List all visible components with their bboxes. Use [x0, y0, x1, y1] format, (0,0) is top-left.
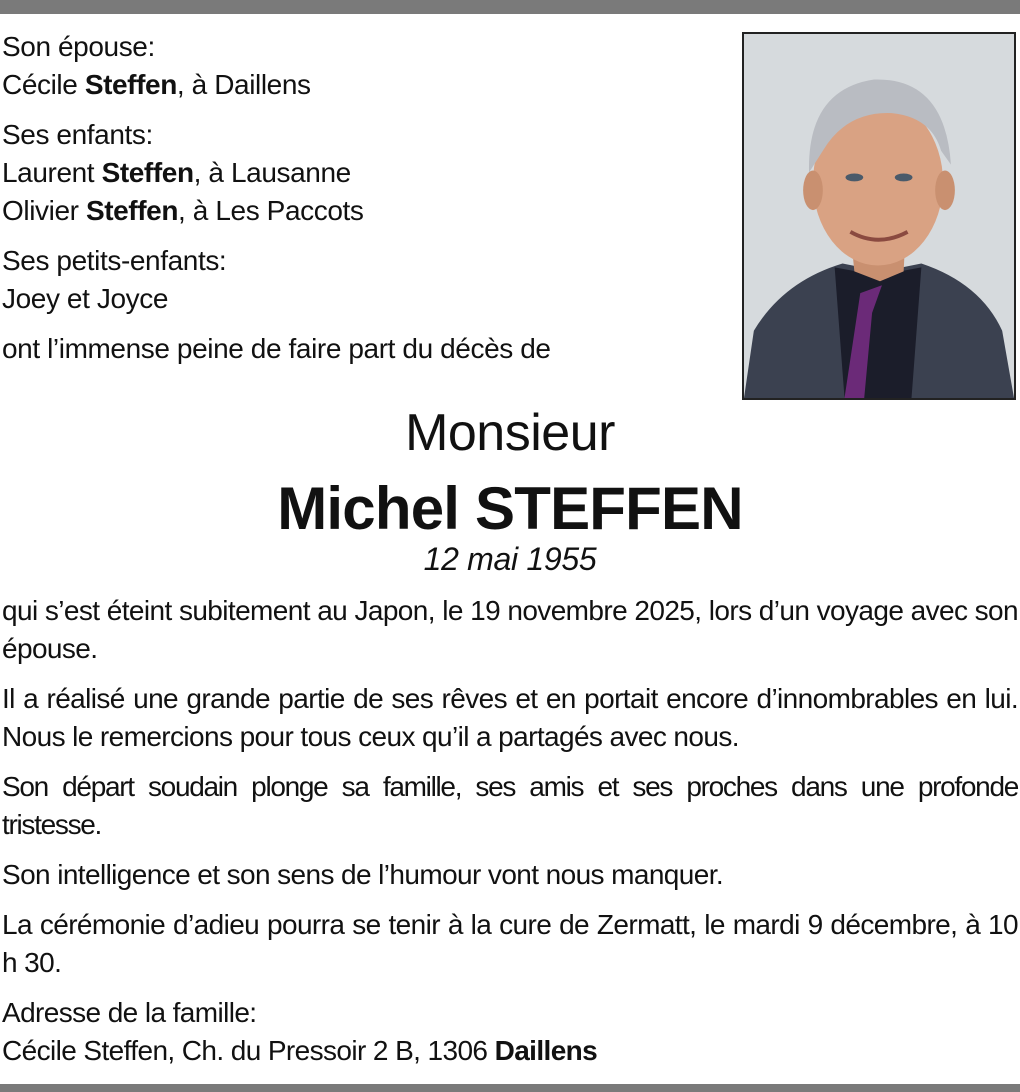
- children-heading: Ses enfants:: [2, 119, 153, 150]
- grandchildren-names: Joey et Joyce: [2, 283, 168, 314]
- top-rule: [0, 0, 1020, 14]
- spouse-place: , à Daillens: [176, 69, 311, 100]
- announcement-text: ont l’immense peine de faire part du décès de: [2, 333, 551, 364]
- spouse-last-name: Steffen: [84, 69, 177, 100]
- grandchildren-block: [2, 242, 722, 318]
- spouse-first-name: Cécile: [2, 69, 78, 100]
- paragraph: Son intelligence et son sens de l’humour vont nous manquer.: [2, 859, 724, 890]
- portrait-photo: [742, 32, 1016, 400]
- child-last-name: Steffen: [85, 195, 179, 226]
- address-block: [2, 994, 1018, 1070]
- child-line: [2, 192, 722, 230]
- spouse-heading: Son épouse:: [2, 31, 155, 62]
- birth-date: 12 mai 1955: [423, 541, 597, 577]
- child-line: [2, 154, 722, 192]
- deceased-name: Michel STEFFEN: [277, 475, 743, 542]
- child-place: , à Les Paccots: [178, 195, 364, 226]
- paragraph: Son départ soudain plonge sa famille, ses amis et ses proches dans une profonde tristesse.: [2, 771, 1018, 840]
- child-first-name: Laurent: [2, 157, 95, 188]
- address-line: Cécile Steffen, Ch. du Pressoir 2 B, 1306: [2, 1035, 495, 1066]
- spouse-line: [2, 66, 722, 104]
- child-first-name: Olivier: [2, 195, 79, 226]
- grandchildren-heading: Ses petits-enfants:: [2, 245, 227, 276]
- paragraph: qui s’est éteint subitement au Japon, le 19 novembre 2025, lors d’un voyage avec son épouse.: [2, 595, 1018, 664]
- children-block: [2, 116, 722, 230]
- address-heading: Adresse de la famille:: [2, 997, 257, 1028]
- paragraph: La cérémonie d’adieu pourra se tenir à la cure de Zermatt, le mardi 9 décembre, à 10 h 30.: [2, 909, 1018, 978]
- child-last-name: Steffen: [101, 157, 194, 188]
- address-town: Daillens: [494, 1035, 598, 1066]
- obituary-body: [2, 592, 1018, 1082]
- child-place: , à Lausanne: [193, 157, 351, 188]
- family-list: [2, 28, 722, 330]
- paragraph: Il a réalisé une grande partie de ses rêves et en portait encore d’innombrables en lui. Nous le remercions pour tous ceux qu’il a partagés avec nous.: [2, 683, 1018, 752]
- spouse-block: [2, 28, 722, 104]
- bottom-rule: [0, 1084, 1020, 1092]
- honorific: Monsieur: [405, 404, 615, 462]
